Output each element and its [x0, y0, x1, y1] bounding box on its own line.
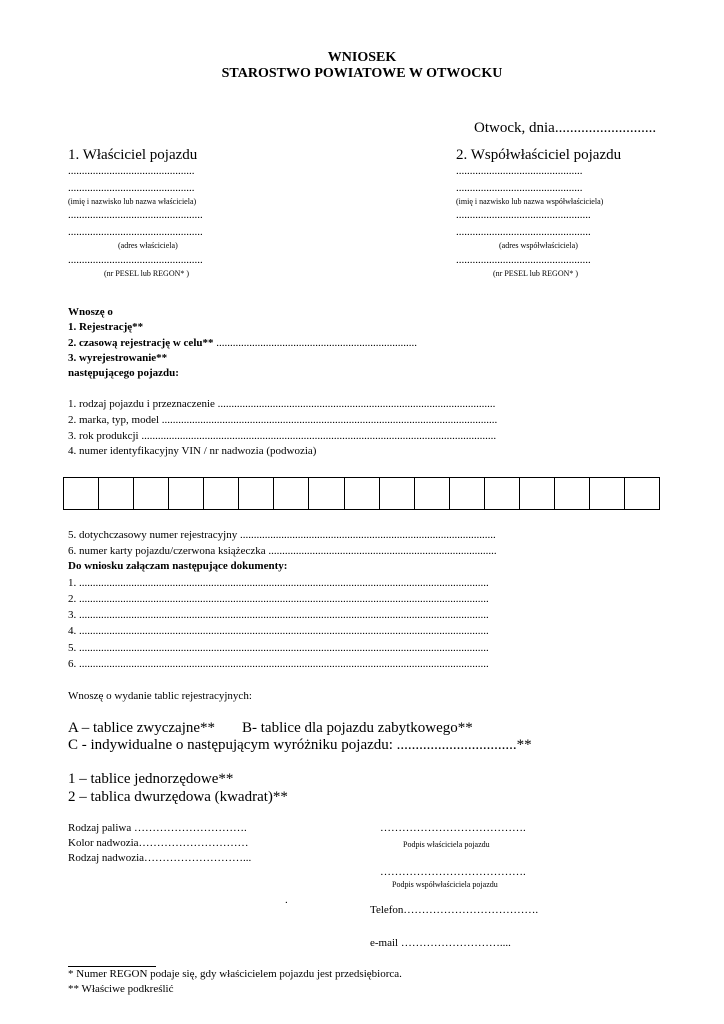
- attachment-line[interactable]: 5. .....................................................................................................................................................: [68, 642, 489, 654]
- coowner-name-line2[interactable]: ..............................................: [456, 182, 583, 194]
- form-subtitle: STAROSTWO POWIATOWE W OTWOCKU: [221, 66, 503, 81]
- owner-name-hint: (imię i nazwisko lub nazwa właściciela): [68, 197, 197, 206]
- vehicle-make-field[interactable]: 2. marka, typ, model ..........................................................................................................................: [68, 414, 498, 426]
- coowner-heading: 2. Współwłaściciel pojazdu: [456, 147, 622, 163]
- attachment-line[interactable]: 2. .....................................................................................................................................................: [68, 593, 489, 605]
- vehicle-card-field[interactable]: 6. numer karty pojazdu/czerwona książeczka ...................................................................................: [68, 545, 497, 557]
- owner-name-line1[interactable]: ..............................................: [68, 165, 195, 177]
- body-type-field[interactable]: Rodzaj nadwozia………………………...: [68, 852, 252, 864]
- vin-box[interactable]: [485, 478, 520, 509]
- place-date-field[interactable]: Otwock, dnia...........................: [474, 120, 657, 136]
- vin-box[interactable]: [520, 478, 555, 509]
- vin-box[interactable]: [380, 478, 415, 509]
- vehicle-vin-label: 4. numer identyfikacyjny VIN / nr nadwozia (podwozia): [68, 445, 317, 457]
- vin-box[interactable]: [309, 478, 344, 509]
- request-option-temporary-purpose[interactable]: .........................................................................: [216, 337, 417, 349]
- plate-option-a[interactable]: A – tablice zwyczajne**: [68, 720, 216, 736]
- plate-option-c[interactable]: C - indywidualne o następującym wyróżniku pojazdu: ................................**: [68, 737, 532, 753]
- vehicle-year-field[interactable]: 3. rok produkcji .................................................................................................................................: [68, 430, 497, 442]
- attachment-line[interactable]: 4. .....................................................................................................................................................: [68, 625, 489, 637]
- owner-address-line1[interactable]: .................................................: [68, 209, 203, 221]
- request-option-temporary[interactable]: [68, 337, 417, 349]
- coowner-signature-label: Podpis współwłaściciela pojazdu: [392, 880, 498, 889]
- email-field[interactable]: e-mail ………………………....: [370, 937, 511, 949]
- owner-id-hint: (nr PESEL lub REGON* ): [104, 269, 190, 278]
- coowner-address-line1[interactable]: .................................................: [456, 209, 591, 221]
- request-option-deregistration[interactable]: 3. wyrejestrowanie**: [68, 352, 168, 364]
- vin-box[interactable]: [555, 478, 590, 509]
- coowner-name-line1[interactable]: ..............................................: [456, 165, 583, 177]
- vin-box[interactable]: [64, 478, 99, 509]
- vin-box[interactable]: [169, 478, 204, 509]
- attachment-line[interactable]: 3. .....................................................................................................................................................: [68, 609, 489, 621]
- footnote-regon: * Numer REGON podaje się, gdy właścicielem pojazdu jest przedsiębiorca.: [68, 968, 402, 980]
- vin-box[interactable]: [239, 478, 274, 509]
- request-option-registration[interactable]: 1. Rejestrację**: [68, 321, 144, 333]
- body-color-field[interactable]: Kolor nadwozia…………………………: [68, 837, 249, 849]
- stray-mark: .: [285, 894, 288, 906]
- previous-registration-field[interactable]: 5. dotychczasowy numer rejestracyjny .............................................................................................: [68, 529, 496, 541]
- vin-box[interactable]: [204, 478, 239, 509]
- request-intro: Wnoszę o: [68, 306, 113, 318]
- vin-box[interactable]: [625, 478, 659, 509]
- vin-box[interactable]: [590, 478, 625, 509]
- attachment-line[interactable]: 6. .....................................................................................................................................................: [68, 658, 489, 670]
- attachment-line[interactable]: 1. .....................................................................................................................................................: [68, 577, 489, 589]
- vin-box[interactable]: [134, 478, 169, 509]
- fuel-type-field[interactable]: Rodzaj paliwa ………………………….: [68, 822, 247, 834]
- form-title: WNIOSEK: [327, 50, 397, 65]
- owner-name-line2[interactable]: ..............................................: [68, 182, 195, 194]
- owner-signature-label: Podpis właściciela pojazdu: [403, 840, 490, 849]
- plate-option-single-row[interactable]: 1 – tablice jednorzędowe**: [68, 771, 234, 787]
- footnote-divider: [68, 966, 156, 967]
- coowner-address-line2[interactable]: .................................................: [456, 226, 591, 238]
- vin-box[interactable]: [450, 478, 485, 509]
- request-outro: następującego pojazdu:: [68, 367, 179, 379]
- footnote-underline: ** Właściwe podkreślić: [68, 983, 174, 995]
- vin-box[interactable]: [345, 478, 380, 509]
- plate-option-double-row[interactable]: 2 – tablica dwurzędowa (kwadrat)**: [68, 789, 288, 805]
- owner-address-hint: (adres właściciela): [118, 241, 178, 250]
- phone-field[interactable]: Telefon……………………………….: [370, 904, 539, 916]
- coowner-name-hint: (imię i nazwisko lub nazwa współwłaściciela): [456, 197, 604, 206]
- vehicle-type-field[interactable]: 1. rodzaj pojazdu i przeznaczenie .....................................................................................................: [68, 398, 496, 410]
- coowner-address-hint: (adres współwłaściciela): [499, 241, 578, 250]
- owner-signature-line[interactable]: ………………………………….: [380, 822, 526, 834]
- vin-box[interactable]: [415, 478, 450, 509]
- vin-box[interactable]: [99, 478, 134, 509]
- coowner-id-line[interactable]: .................................................: [456, 254, 591, 266]
- plate-option-b[interactable]: B- tablice dla pojazdu zabytkowego**: [242, 720, 473, 736]
- plates-intro: Wnoszę o wydanie tablic rejestracyjnych:: [68, 690, 252, 702]
- coowner-signature-line[interactable]: ………………………………….: [380, 866, 526, 878]
- vin-grid: [63, 477, 660, 510]
- owner-id-line[interactable]: .................................................: [68, 254, 203, 266]
- coowner-id-hint: (nr PESEL lub REGON* ): [493, 269, 579, 278]
- vin-box[interactable]: [274, 478, 309, 509]
- owner-heading: 1. Właściciel pojazdu: [68, 147, 198, 163]
- request-option-temporary-label: 2. czasową rejestrację w celu**: [68, 337, 214, 349]
- attachments-heading: Do wniosku załączam następujące dokumenty:: [68, 560, 288, 572]
- owner-address-line2[interactable]: .................................................: [68, 226, 203, 238]
